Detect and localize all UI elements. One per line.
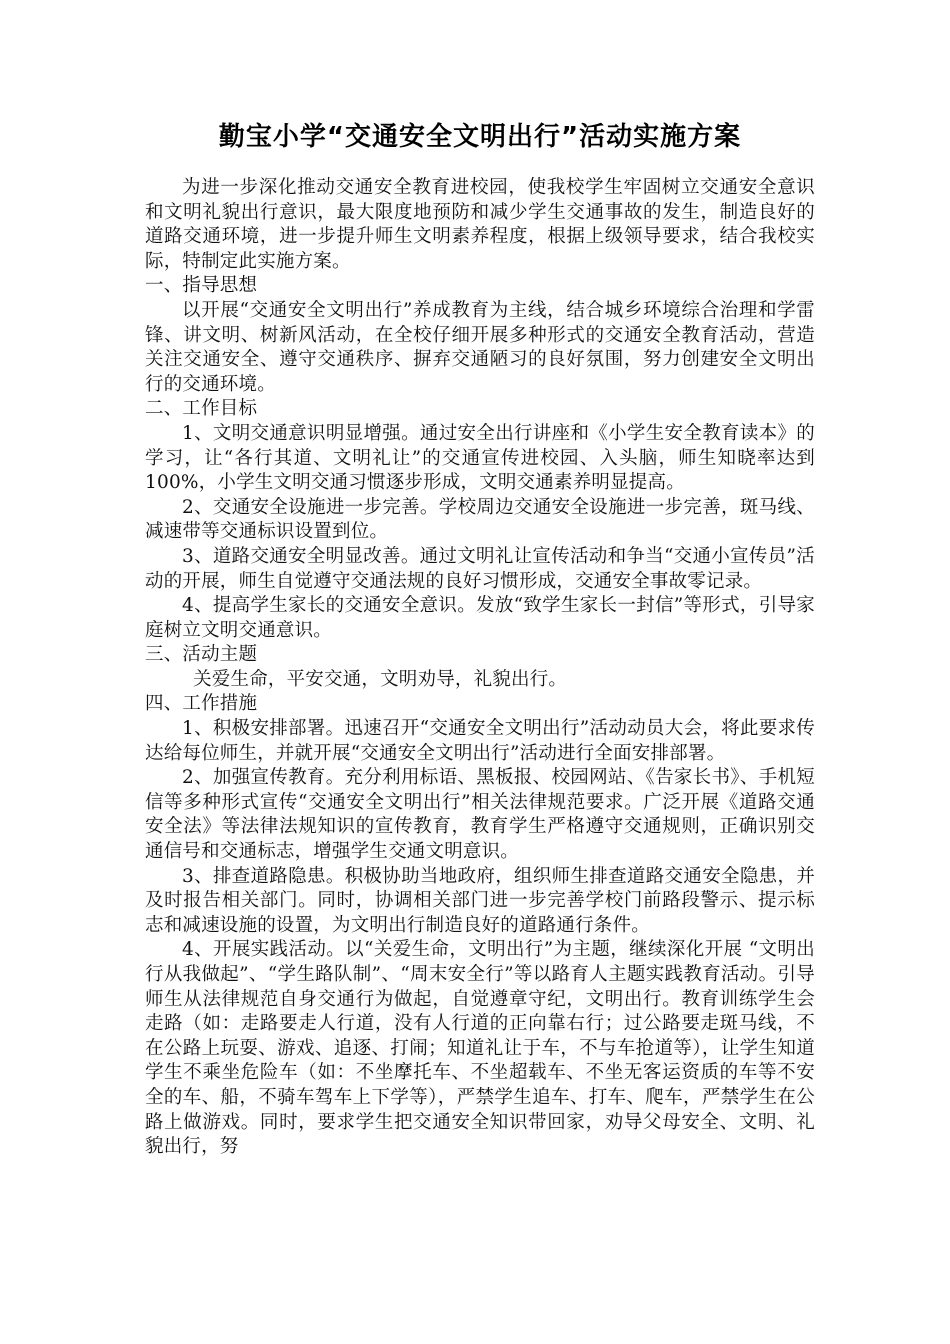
document-title: 勤宝小学“交通安全文明出行”活动实施方案 [218,122,742,152]
body-paragraph: 2、加强宣传教育。充分利用标语、黑板报、校园网站、《告家长书》、手机短信等多种形式宣传“交通安全文明出行”相关法律规范要求。广泛开展《道路交通安全法》等法律法规知识的宣传教育，教育学生严格遵守交通规则，正确识别交通信号和交通标志，增强学生交通文明意识。 [145,767,815,863]
section-heading: 三、活动主题 [145,644,258,666]
body-paragraph: 2、交通安全设施进一步完善。学校周边交通安全设施进一步完善，斑马线、减速带等交通标识设置到位。 [145,496,815,543]
document-page [145,120,815,1160]
document-body [145,176,815,1160]
body-paragraph: 4、开展实践活动。以“关爱生命，文明出行”为主题，继续深化开展 “文明出行从我做起”、“学生路队制”、“周末安全行”等以路育人主题实践教育活动。引导师生从法律规范自身交通行为做起，自觉遵章守纪，文明出行。教育训练学生会走路（如：走路要走人行道，没有人行道的正向靠右行；过公路要走斑马线，不在公路上玩耍、游戏、追逐、打闹；知道礼让于车，不与车抢道等），让学生知道学生不乘坐危险车（如：不坐摩托车、不坐超载车、不坐无客运资质的车等不安全的车、船，不骑车驾车上下学等），严禁学生追车、打车、爬车，严禁学生在公路上做游戏。同时，要求学生把交通安全知识带回家，劝导父母安全、文明、礼貌出行，努 [145,939,815,1158]
body-paragraph: 3、排查道路隐患。积极协助当地政府，组织师生排查道路交通安全隐患，并及时报告相关部门。同时，协调相关部门进一步完善学校门前路段警示、提示标志和减速设施的设置，为文明出行制造良好的道路通行条件。 [145,865,815,936]
body-paragraph: 3、道路交通安全明显改善。通过文明礼让宣传活动和争当“交通小宣传员”活动的开展，师生自觉遵守交通法规的良好习惯形成，交通安全事故零记录。 [145,545,815,592]
intro-paragraph: 为进一步深化推动交通安全教育进校园，使我校学生牢固树立交通安全意识和文明礼貌出行意识，最大限度地预防和减少学生交通事故的发生，制造良好的道路交通环境，进一步提升师生文明素养程度，根据上级领导要求，结合我校实际，特制定此实施方案。 [145,177,815,272]
section-heading: 一、指导思想 [145,275,258,297]
section-heading: 二、工作目标 [145,398,258,420]
body-paragraph: 4、提高学生家长的交通安全意识。发放“致学生家长一封信”等形式，引导家庭树立文明交通意识。 [145,595,815,641]
section-heading: 四、工作措施 [145,693,258,715]
body-paragraph: 1、积极安排部署。迅速召开“交通安全文明出行”活动动员大会，将此要求传达给每位师生，并就开展“交通安全文明出行”活动进行全面安排部署。 [145,718,815,764]
body-paragraph: 以开展“交通安全文明出行”养成教育为主线，结合城乡环境综合治理和学雷锋、讲文明、树新风活动，在全校仔细开展多种形式的交通安全教育活动，营造关注交通安全、遵守交通秩序、摒弃交通陋习的良好氛围，努力创建安全文明出行的交通环境。 [145,299,815,395]
body-paragraph: 1、文明交通意识明显增强。通过安全出行讲座和《小学生安全教育读本》的学习，让“各行其道、文明礼让”的交通宣传进校园、入头脑，师生知晓率达到100%，小学生文明交通习惯逐步形成，文明交通素养明显提高。 [145,422,815,494]
activity-theme: 关爱生命，平安交通，文明劝导，礼貌出行。 [193,668,568,690]
